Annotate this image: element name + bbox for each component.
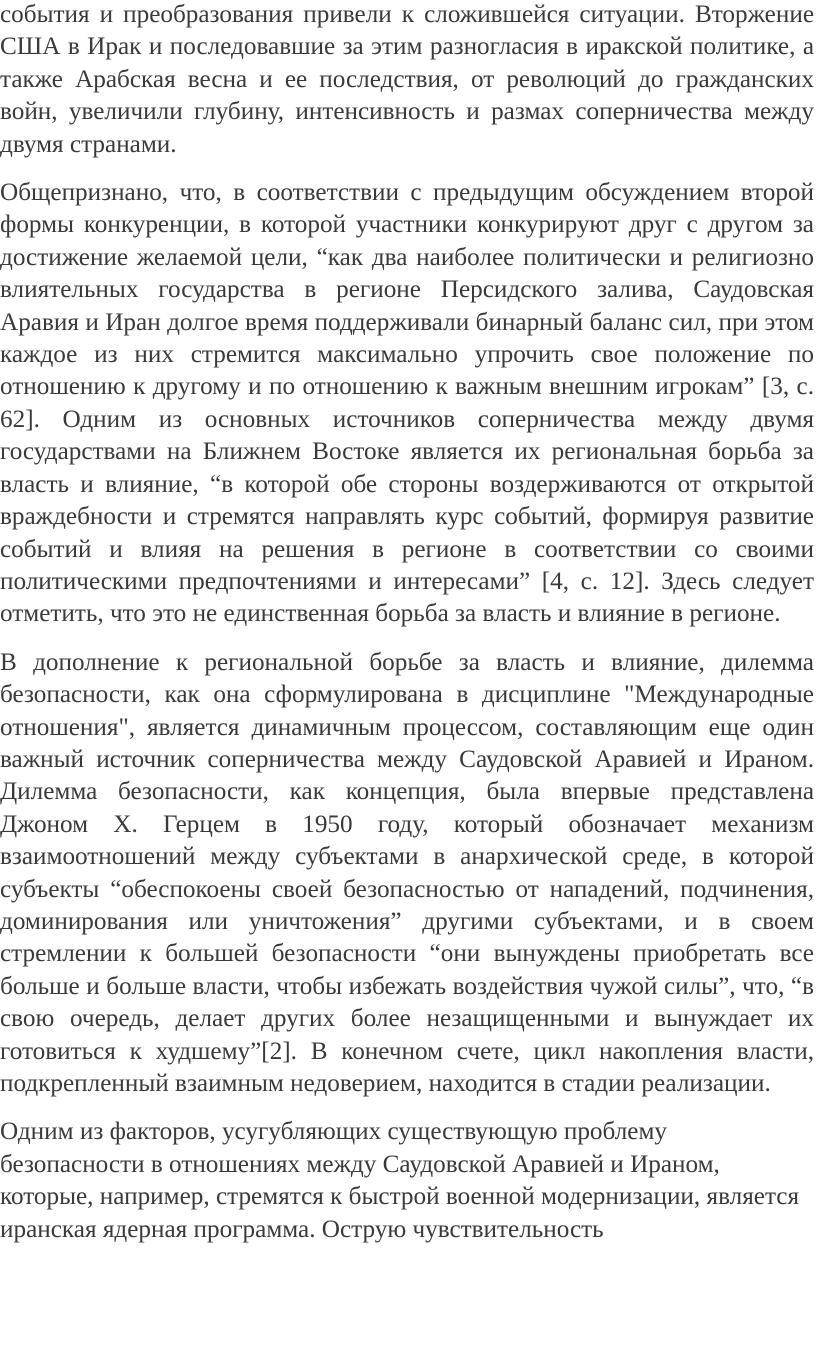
paragraph-4: Одним из факторов, усугубляющих существующую проблему безопасности в отношениях между Саудовской Аравией и Ираном, которые, например, стремятся к быстрой военной модернизации, является иранская ядерная программа. Острую чувствительность bbox=[0, 1118, 800, 1243]
paragraph-gap bbox=[0, 631, 814, 647]
paragraph-gap bbox=[0, 161, 814, 177]
paragraph-gap bbox=[0, 1100, 814, 1116]
paragraph-3: В дополнение к региональной борьбе за власть и влияние, дилемма безопасности, как она сформулирована в дисциплине "Международные отношения", является динамичным процессом, составляющим еще один важный источник соперничества между Саудовской Аравией и Ираном. Дилемма безопасности, как концепция, была впервые представлена Джоном Х. Герцем в 1950 году, который обозначает механизм взаимоотношений между субъектами в анархической среде, в которой субъекты “обеспокоены своей безопасностью от нападений, подчинения, доминирования или уничтожения” другими субъектами, и в своем стремлении к большей безопасности “они вынуждены приобретать все больше и больше власти, чтобы избежать воздействия чужой силы”, что, “в свою очередь, делает других более незащищенными и вынуждает их готовиться к худшему”[2]. В конечном счете, цикл накопления власти, подкрепленный взаимным недоверием, находится в стадии реализации. bbox=[0, 648, 814, 1097]
paragraph-1: события и преобразования привели к сложившейся ситуации. Вторжение США в Ирак и последовавшие за этим разногласия в иракской политике, а также Арабская весна и ее последствия, от революций до гражданских войн, увеличили глубину, интенсивность и размах соперничества между двумя странами. bbox=[0, 1, 814, 158]
paragraph-2: Общепризнано, что, в соответствии с предыдущим обсуждением второй формы конкуренции, в которой участники конкурируют друг с другом за достижение желаемой цели, “как два наиболее политически и религиозно влиятельных государства в регионе Персидского залива, Саудовская Аравия и Иран долгое время поддерживали бинарный баланс сил, при этом каждое из них стремится максимально упрочить свое положение по отношению к другому и по отношению к важным внешним игрокам” [3, с. 62]. Одним из основных источников соперничества между двумя государствами на Ближнем Востоке является их региональная борьба за власть и влияние, “в которой обе стороны воздерживаются от открытой враждебности и стремятся направлять курс событий, формируя развитие событий и влияя на решения в регионе в соответствии со своими политическими предпочтениями и интересами” [4, с. 12]. Здесь следует отметить, что это не единственная борьба за власть и влияние в регионе. bbox=[0, 179, 814, 628]
